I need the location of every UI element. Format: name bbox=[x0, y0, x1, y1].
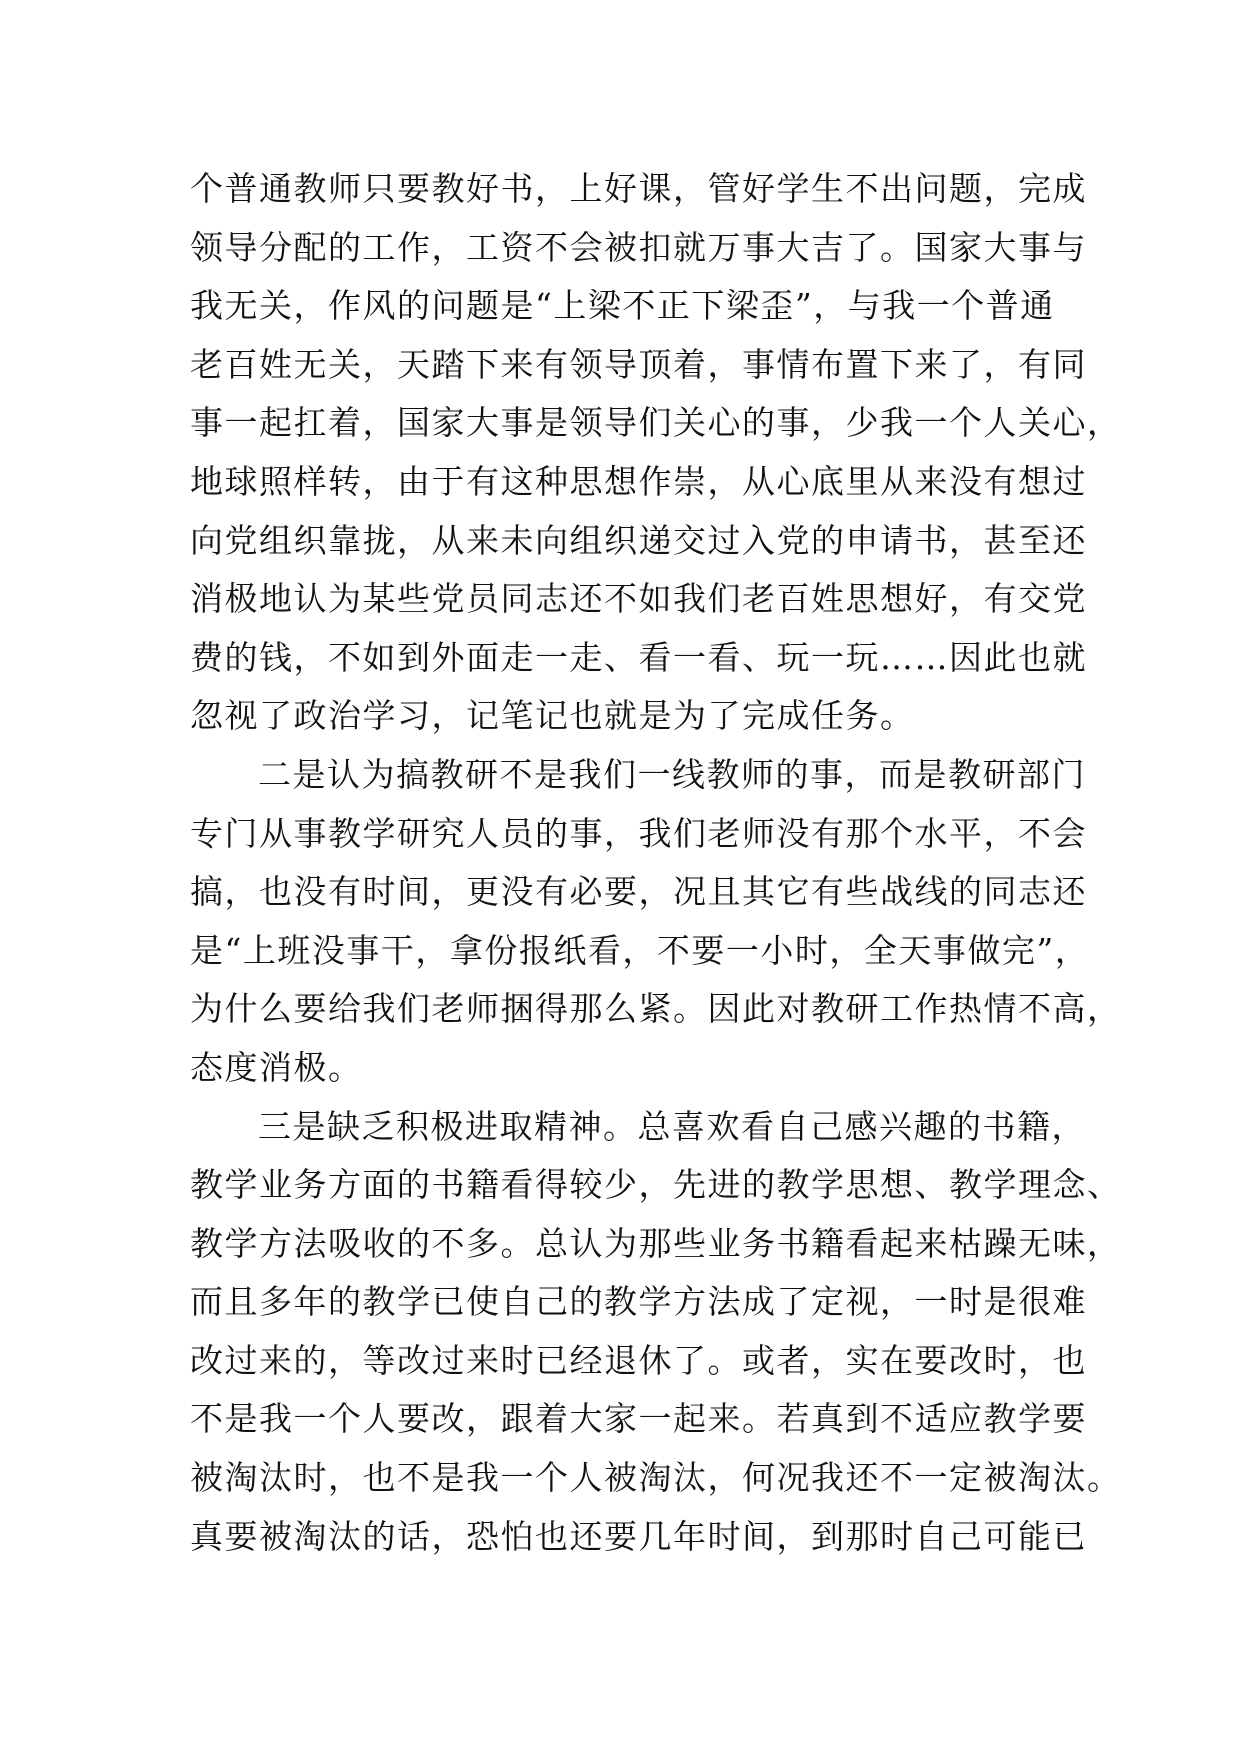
text-line: 而且多年的教学已使自己的教学方法成了定视，一时是很难 bbox=[190, 1282, 1087, 1322]
text-line: 向党组织靠拢，从来未向组织递交过入党的申请书，甚至还 bbox=[190, 520, 1087, 560]
paragraph-start-line: 三是缺乏积极进取精神。总喜欢看自己感兴趣的书籍， bbox=[258, 1106, 1086, 1146]
text-line: 个普通教师只要教好书，上好课，管好学生不出问题，完成 bbox=[190, 169, 1087, 208]
text-line: 费的钱，不如到外面走一走、看一看、玩一玩……因此也就 bbox=[190, 637, 1087, 677]
text-line: 地球照样转，由于有这种思想作崇，从心底里从来没有想过 bbox=[190, 461, 1087, 501]
text-line: 态度消极。 bbox=[190, 1047, 363, 1087]
text-line: 消极地认为某些党员同志还不如我们老百姓思想好，有交党 bbox=[190, 579, 1087, 619]
text-line: 教学方法吸收的不多。总认为那些业务书籍看起来枯躁无味， bbox=[190, 1223, 1122, 1263]
text-line: 专门从事教学研究人员的事，我们老师没有那个水平，不会 bbox=[190, 813, 1087, 853]
text-line: 老百姓无关，天踏下来有领导顶着，事情布置下来了，有同 bbox=[190, 344, 1087, 384]
text-line: 真要被淘汰的话，恐怕也还要几年时间，到那时自己可能已 bbox=[190, 1516, 1087, 1556]
text-line: 被淘汰时，也不是我一个人被淘汰，何况我还不一定被淘汰。 bbox=[190, 1458, 1122, 1498]
text-line: 领导分配的工作，工资不会被扣就万事大吉了。国家大事与 bbox=[190, 227, 1087, 267]
text-line: 不是我一个人要改，跟着大家一起来。若真到不适应教学要 bbox=[190, 1399, 1087, 1439]
text-line: 忽视了政治学习，记笔记也就是为了完成任务。 bbox=[190, 696, 915, 736]
text-line: 事一起扛着，国家大事是领导们关心的事，少我一个人关心， bbox=[190, 403, 1122, 443]
text-line: 我无关，作风的问题是“上梁不正下梁歪”，与我一个普通 bbox=[190, 286, 1055, 326]
text-line: 是“上班没事干，拿份报纸看，不要一小时，全天事做完”， bbox=[190, 930, 1090, 970]
text-line: 改过来的，等改过来时已经退休了。或者，实在要改时，也 bbox=[190, 1340, 1087, 1380]
text-line: 搞，也没有时间，更没有必要，况且其它有些战线的同志还 bbox=[190, 872, 1087, 912]
paragraph-start-line: 二是认为搞教研不是我们一线教师的事，而是教研部门 bbox=[258, 754, 1086, 794]
text-line: 教学业务方面的书籍看得较少，先进的教学思想、教学理念、 bbox=[190, 1165, 1122, 1205]
body-text bbox=[190, 160, 1122, 1566]
text-line: 为什么要给我们老师捆得那么紧。因此对教研工作热情不高， bbox=[190, 989, 1122, 1029]
